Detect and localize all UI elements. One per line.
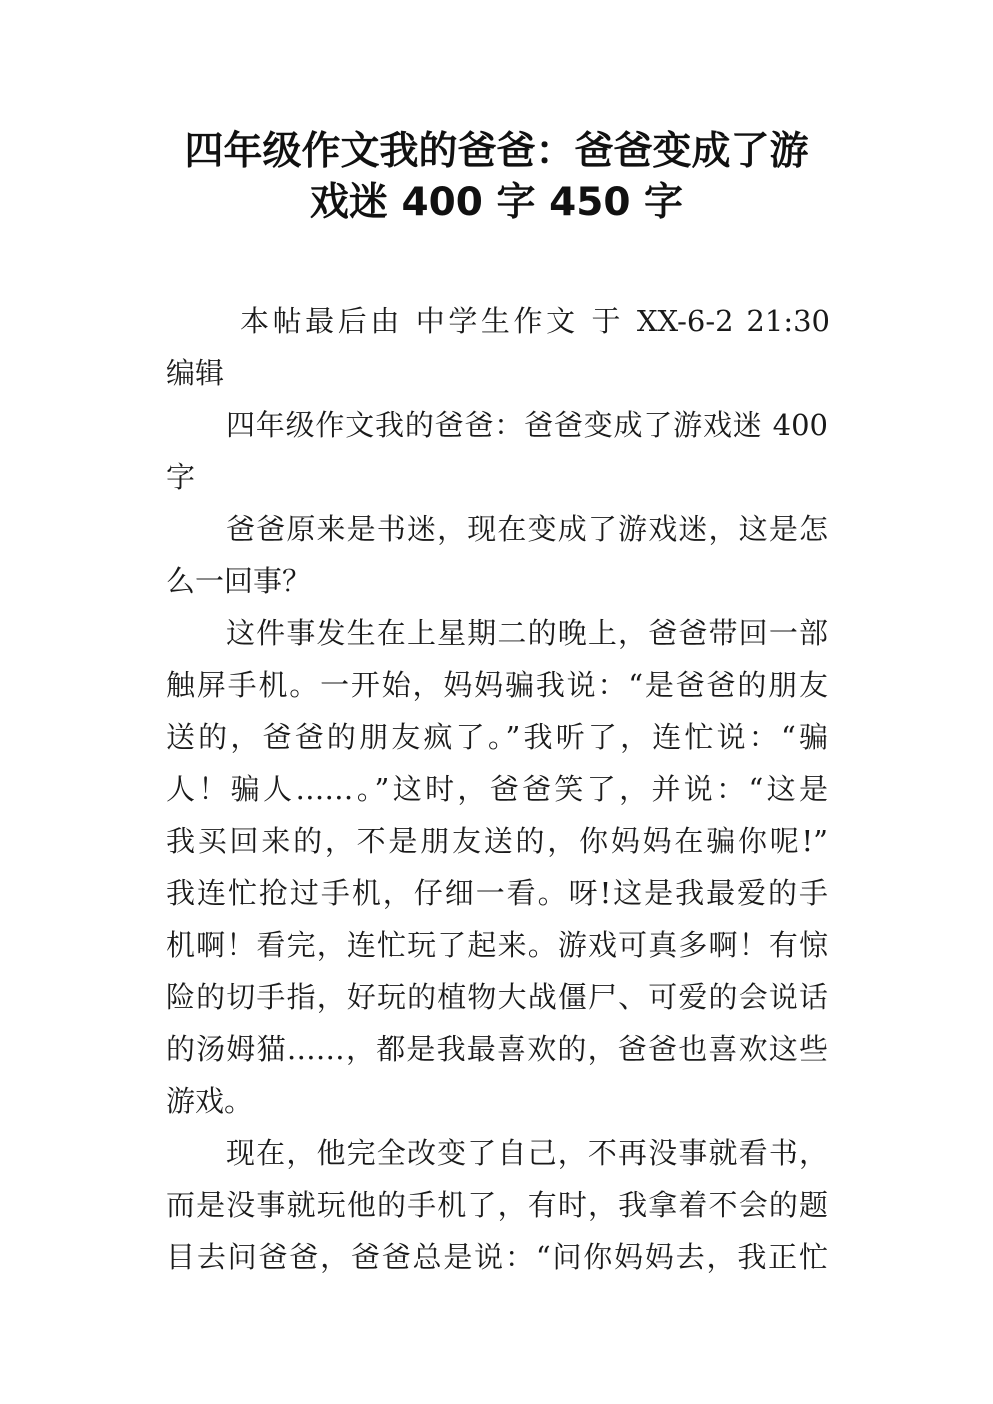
edit-meta-line: 本帖最后由 中学生作文 于 XX-6-2 21:30 — [240, 304, 830, 338]
paragraph-line: 我买回来的，不是朋友送的，你妈妈在骗你呢!” — [166, 824, 828, 858]
paragraph-line: 字 — [166, 460, 196, 494]
paragraph-line: 四年级作文我的爸爸：爸爸变成了游戏迷 400 — [226, 408, 828, 442]
paragraph-line: 送的，爸爸的朋友疯了。”我听了，连忙说：“骗 — [166, 720, 828, 754]
document-title-line-1: 四年级作文我的爸爸：爸爸变成了游 — [184, 129, 809, 174]
document-title-line-2: 戏迷 400 字 450 字 — [309, 180, 684, 225]
paragraph-line: 人！骗人……。”这时，爸爸笑了，并说：“这是 — [166, 772, 828, 806]
paragraph-line: 目去问爸爸，爸爸总是说：“问你妈妈去，我正忙 — [166, 1240, 828, 1274]
paragraph-line: 险的切手指，好玩的植物大战僵尸、可爱的会说话 — [166, 980, 828, 1014]
paragraph-line: 机啊！看完，连忙玩了起来。游戏可真多啊！有惊 — [166, 928, 828, 962]
paragraph-line: 爸爸原来是书迷，现在变成了游戏迷，这是怎 — [226, 512, 828, 546]
paragraph-line: 现在，他完全改变了自己，不再没事就看书， — [226, 1136, 828, 1170]
paragraph-line: 而是没事就玩他的手机了，有时，我拿着不会的题 — [166, 1188, 828, 1222]
edit-meta-line-2: 编辑 — [166, 356, 225, 390]
paragraph-line: 游戏。 — [166, 1084, 254, 1118]
paragraph-line: 么一回事？ — [166, 564, 312, 598]
paragraph-line: 触屏手机。一开始，妈妈骗我说：“是爸爸的朋友 — [166, 668, 828, 702]
paragraph-line: 我连忙抢过手机，仔细一看。呀!这是我最爱的手 — [166, 876, 828, 910]
paragraph-line: 的汤姆猫……，都是我最喜欢的，爸爸也喜欢这些 — [166, 1032, 828, 1066]
paragraph-line: 这件事发生在上星期二的晚上，爸爸带回一部 — [226, 616, 828, 650]
